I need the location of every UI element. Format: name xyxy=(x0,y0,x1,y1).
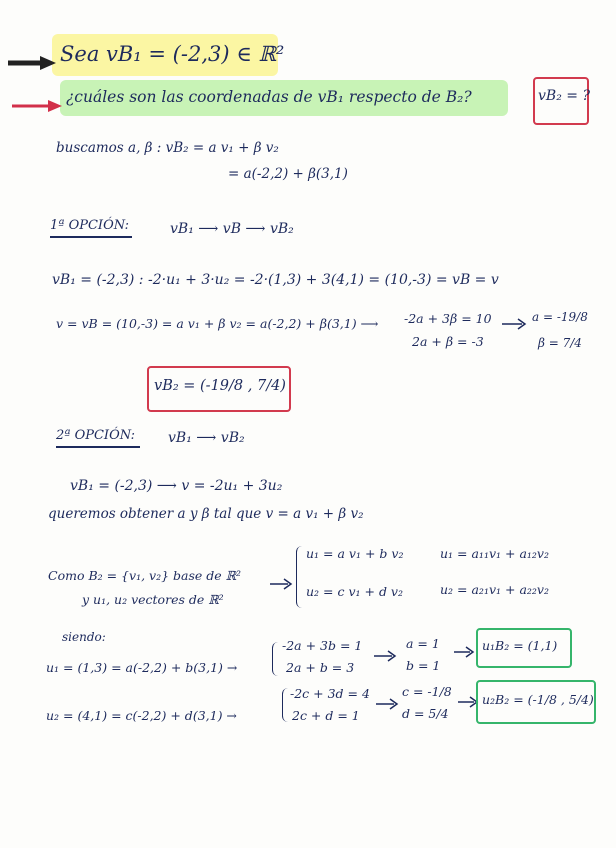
option2-como-2: y u₁, u₂ vectores de ℝ² xyxy=(82,592,224,607)
black-arrow-icon xyxy=(6,54,58,72)
option1-line-1: vB₁ = (-2,3) : -2·u₁ + 3·u₂ = -2·(1,3) + 3(4,1) = (10,-3) = vB = v xyxy=(52,272,499,288)
intro-line-1: buscamos a, β : vB₂ = a v₁ + β v₂ xyxy=(56,140,279,156)
u2-arrow-icon xyxy=(374,696,400,712)
u2-sol-1: c = -1/8 xyxy=(402,684,452,699)
option2-arrow-icon xyxy=(268,576,294,592)
option2-eq-1b: u₁ = a₁₁v₁ + a₁₂v₂ xyxy=(440,546,549,561)
option1-line-2: v = vB = (10,-3) = a v₁ + β v₂ = a(-2,2) + β(3,1) ⟶ xyxy=(56,316,379,331)
u2-result: u₂B₂ = (-1/8 , 5/4) xyxy=(482,692,594,707)
option2-eq-1: u₁ = a v₁ + b v₂ xyxy=(306,546,404,561)
header-line-1: Sea vB₁ = (-2,3) ∈ ℝ² xyxy=(60,42,285,66)
option2-siendo: siendo: xyxy=(62,630,106,644)
option2-eq-2: u₂ = c v₁ + d v₂ xyxy=(306,584,403,599)
option1-sol-1: a = -19/8 xyxy=(532,310,588,324)
u2-sol-2: d = 5/4 xyxy=(402,706,449,721)
option2-line-2: queremos obtener a y β tal que v = a v₁ + β v₂ xyxy=(48,506,364,522)
option2-scheme: vB₁ ⟶ vB₂ xyxy=(168,430,245,446)
u2-sys-1: -2c + 3d = 4 xyxy=(290,686,370,701)
option1-scheme: vB₁ ⟶ vB ⟶ vB₂ xyxy=(170,221,294,237)
option1-result: vB₂ = (-19/8 , 7/4) xyxy=(154,378,286,394)
option1-title: 1ª OPCIÓN: xyxy=(50,218,130,233)
option2-line-1: vB₁ = (-2,3) ⟶ v = -2u₁ + 3u₂ xyxy=(70,478,283,494)
u1-sys-2: 2a + b = 3 xyxy=(286,660,355,675)
intro-line-2: = a(-2,2) + β(3,1) xyxy=(228,166,348,182)
option2-title: 2ª OPCIÓN: xyxy=(56,428,136,443)
u1-sol-2: b = 1 xyxy=(406,658,441,673)
u1-sol-1: a = 1 xyxy=(406,636,440,651)
option2-underline xyxy=(56,446,140,448)
header-line-2: ¿cuáles son las coordenadas de vB₁ respecto de B₂? xyxy=(66,88,472,106)
u1-arrow-icon xyxy=(372,648,398,664)
u1-result-arrow-icon xyxy=(452,644,476,660)
option2-eq-2b: u₂ = a₂₁v₁ + a₂₂v₂ xyxy=(440,582,549,597)
u1-line: u₁ = (1,3) = a(-2,2) + b(3,1) → xyxy=(46,660,238,675)
u2-line: u₂ = (4,1) = c(-2,2) + d(3,1) → xyxy=(46,708,237,723)
option2-como-1: Como B₂ = {v₁, v₂} base de ℝ² xyxy=(48,568,242,583)
u1-result: u₁B₂ = (1,1) xyxy=(482,638,558,653)
option1-sol-2: β = 7/4 xyxy=(538,336,582,350)
question-box-text: vB₂ = ? xyxy=(538,88,590,104)
u2-sys-2: 2c + d = 1 xyxy=(292,708,360,723)
option1-sys-2: 2a + β = -3 xyxy=(412,334,484,349)
option1-sys-1: -2a + 3β = 10 xyxy=(404,311,492,326)
option1-arrow-icon xyxy=(500,316,528,332)
red-arrow-icon xyxy=(10,98,64,114)
u1-sys-1: -2a + 3b = 1 xyxy=(282,638,363,653)
option1-underline xyxy=(50,236,132,238)
